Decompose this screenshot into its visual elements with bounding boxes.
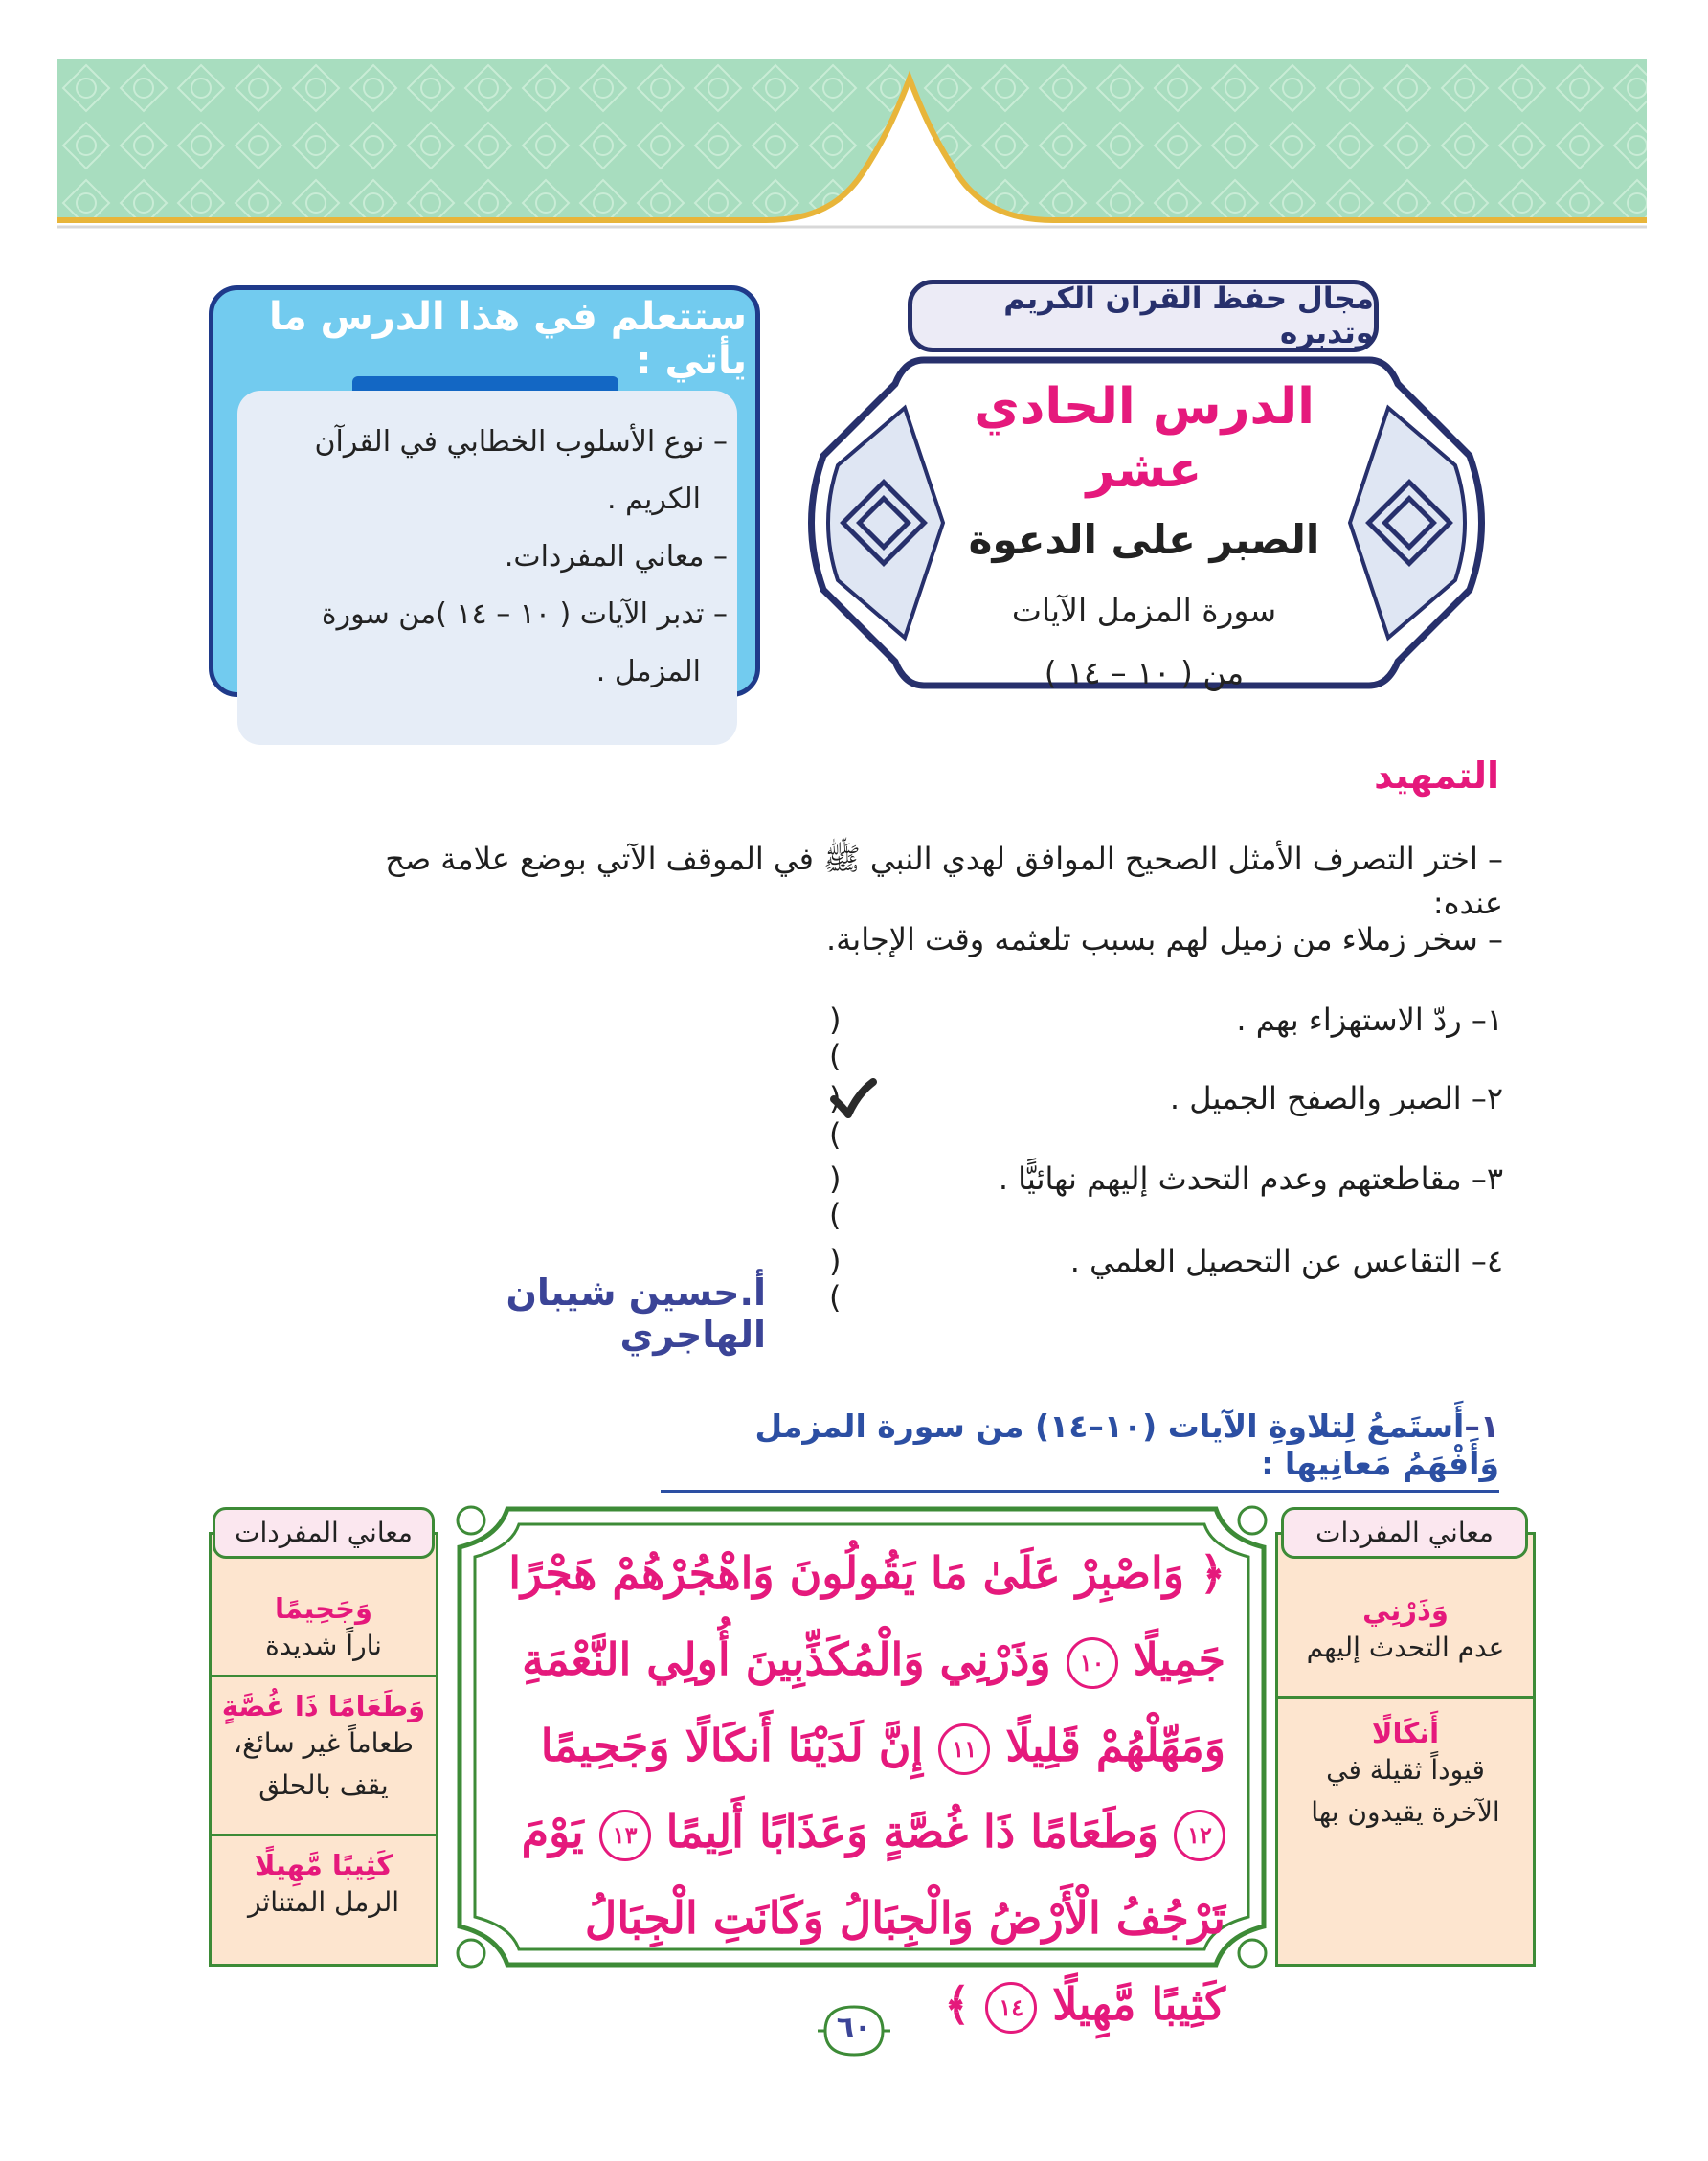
option-2: ٢– الصبر والصفح الجميل . bbox=[1169, 1080, 1503, 1116]
paren-open: ( bbox=[829, 1197, 897, 1233]
vocab-meaning: ناراً شديدة bbox=[265, 1630, 382, 1661]
section-title: أَستَمعُ لِتلاوةِ الآيات (١٠–١٤) من سورة المزمل وَأَفْهَمُ مَعانِيها : bbox=[754, 1407, 1499, 1482]
vocab-right-column bbox=[1275, 1532, 1536, 1967]
vocab-divider bbox=[1278, 1696, 1533, 1699]
field-label-tab: مجال حفظ القرآن الكريم وتدبره bbox=[908, 280, 1379, 352]
vocab-meaning: الرمل المتناثر bbox=[247, 1886, 400, 1918]
vocab-entry bbox=[1278, 1594, 1533, 1669]
ornate-bracket-open: ﴿ bbox=[1200, 1547, 1225, 1599]
verse-range: من ( ١٠ – ١٤ ) bbox=[1044, 654, 1245, 691]
paren-open: ( bbox=[829, 1116, 897, 1153]
verse-number-marker: ١٤ bbox=[985, 1982, 1037, 2034]
paren-open: ( bbox=[829, 1038, 897, 1074]
vocab-meaning: قيوداً ثقيلة في الآخرة يقيدون بها bbox=[1311, 1754, 1500, 1828]
verse-number-marker: ١١ bbox=[938, 1723, 990, 1775]
vocab-divider bbox=[212, 1675, 436, 1677]
paren-open: ( bbox=[829, 1279, 897, 1316]
vocab-word: وَذَرْنِي bbox=[1362, 1594, 1449, 1627]
author-signature: أ.حسين شيبان الهاجري bbox=[506, 1272, 766, 1356]
vocab-word: وَجَحِيمًا bbox=[275, 1592, 372, 1625]
option-1: ١– ردّ الاستهزاء بهم . bbox=[1236, 1002, 1503, 1038]
verse-text: يَوْمَ تَرْجُفُ الْأَرْضُ وَالْجِبَالُ وَكَانَتِ الْجِبَالُ كَثِيبًا مَّهِيلًا bbox=[521, 1806, 1225, 2030]
objective-item: – معاني المفردات. bbox=[504, 540, 728, 574]
verse-number-marker: ١٠ bbox=[1067, 1637, 1118, 1689]
vocab-left-header: معاني المفردات bbox=[213, 1507, 435, 1559]
lesson-title: الصبر على الدعوة bbox=[968, 516, 1320, 563]
verse-number-marker: ١٢ bbox=[1174, 1810, 1225, 1861]
ornate-bracket-close: ﴾ bbox=[944, 1978, 971, 2030]
page-number: ٦٠ bbox=[836, 2011, 872, 2044]
vocab-meaning: عدم التحدث إليهم bbox=[1306, 1632, 1505, 1663]
verse-text: وَطَعَامًا ذَا غُصَّةٍ وَعَذَابًا أَلِيمًا bbox=[665, 1806, 1158, 1857]
objective-item: المزمل . bbox=[596, 655, 701, 688]
verse-text: وَاصْبِرْ عَلَىٰ مَا يَقُولُونَ وَاهْجُرْهُمْ هَجْرًا جَمِيلًا bbox=[508, 1547, 1225, 1685]
paren-close: ) bbox=[829, 1080, 897, 1116]
vocab-entry bbox=[212, 1690, 436, 1807]
paren-close: ) bbox=[829, 1160, 897, 1197]
section-number: ١– bbox=[1464, 1407, 1499, 1445]
vocab-entry bbox=[1278, 1717, 1533, 1834]
objective-item: – نوع الأسلوب الخطابي في القرآن bbox=[314, 425, 728, 459]
intro-heading: التمهيد bbox=[1374, 754, 1499, 797]
quran-verses bbox=[498, 1530, 1225, 2047]
objective-item: الكريم . bbox=[607, 483, 701, 516]
lesson-badge-text bbox=[957, 375, 1331, 703]
vocab-word: كَثِيبًا مَّهِيلًا bbox=[254, 1849, 393, 1881]
verse-text: إِنَّ لَدَيْنَا أَنكَالًا وَجَحِيمًا bbox=[540, 1720, 924, 1771]
option-4-answer-box[interactable] bbox=[829, 1243, 925, 1316]
vocab-right-header: معاني المفردات bbox=[1281, 1507, 1528, 1559]
option-4: ٤– التقاعس عن التحصيل العلمي . bbox=[1069, 1243, 1503, 1279]
option-1-answer-box[interactable] bbox=[829, 1002, 925, 1074]
objectives-list bbox=[254, 414, 728, 701]
vocab-entry bbox=[212, 1592, 436, 1667]
objective-item: – تدبر الآيات ( ١٠ – ١٤ )من سورة bbox=[321, 597, 728, 631]
vocab-left-column bbox=[209, 1532, 438, 1967]
verse-number-marker: ١٣ bbox=[599, 1810, 651, 1861]
verse-text: وَذَرْنِي وَالْمُكَذِّبِينَ أُولِي النَّعْمَةِ وَمَهِّلْهُمْ قَلِيلًا bbox=[522, 1633, 1225, 1771]
vocab-divider bbox=[212, 1834, 436, 1836]
paren-close: ) bbox=[829, 1002, 897, 1038]
vocab-word: وَطَعَامًا ذَا غُصَّةٍ bbox=[221, 1690, 426, 1722]
intro-scenario: – سخر زملاء من زميل لهم بسبب تلعثمه وقت الإجابة. bbox=[825, 921, 1503, 957]
surah-line: سورة المزمل الآيات bbox=[1011, 592, 1277, 629]
vocab-word: أَنكَالًا bbox=[1371, 1717, 1440, 1749]
lesson-number: الدرس الحادي عشر bbox=[974, 378, 1315, 499]
section-1-heading bbox=[661, 1407, 1499, 1493]
checkmark-icon bbox=[829, 1078, 877, 1120]
option-3-answer-box[interactable] bbox=[829, 1160, 925, 1233]
header-decorative-band bbox=[57, 59, 1647, 230]
intro-instruction: – اختر التصرف الأمثل الصحيح الموافق لهدي النبي ﷺ في الموقف الآتي بوضع علامة صح عنده: bbox=[385, 841, 1503, 921]
paren-close: ) bbox=[829, 1243, 897, 1279]
vocab-meaning: طعاماً غير سائغ، يقف بالحلق bbox=[234, 1727, 414, 1801]
option-3: ٣– مقاطعتهم وعدم التحدث إليهم نهائيًّا . bbox=[998, 1160, 1503, 1197]
vocab-entry bbox=[212, 1849, 436, 1924]
objectives-heading: ستتعلم في هذا الدرس ما يأتي : bbox=[268, 295, 747, 383]
